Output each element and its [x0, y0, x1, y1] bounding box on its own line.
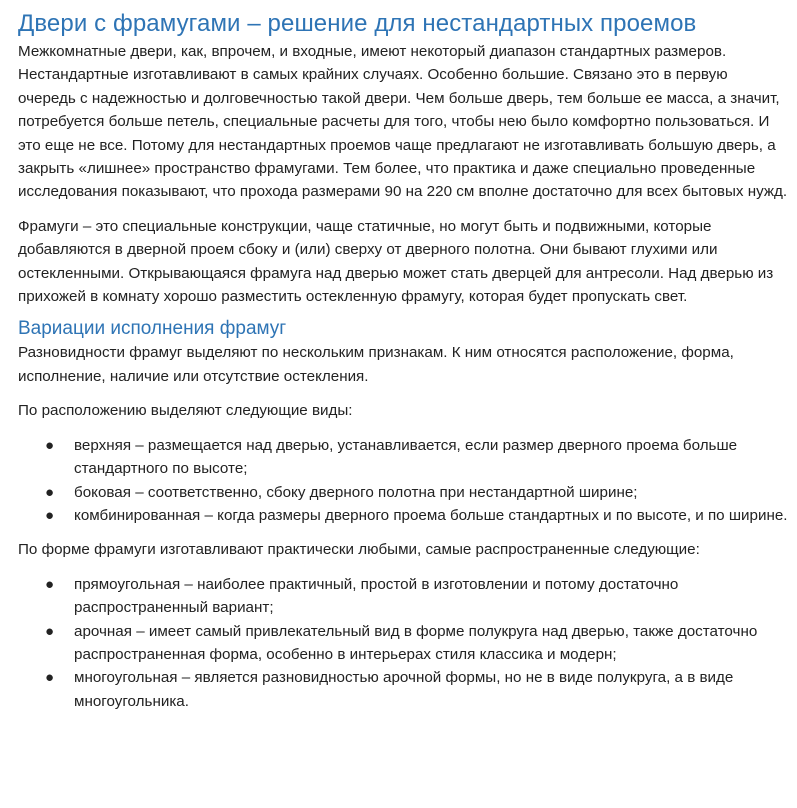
- bullet-icon: ●: [45, 669, 55, 687]
- bullet-icon: ●: [45, 575, 55, 593]
- list-item: [18, 573, 788, 620]
- location-list: [18, 434, 788, 528]
- list-item-text: комбинированная – когда размеры дверного проема больше стандартных и по высоте, и по ширине.: [74, 506, 788, 524]
- intro-paragraph-1: Межкомнатные двери, как, впрочем, и входные, имеют некоторый диапазон стандартных размеров. Нестандартные изготавливают в самых крайних случаях. Особенно большие. Связано это в первую очередь с надежностью и долговечностью такой двери. Чем больше дверь, тем больше ее масса, а значит, потребуется больше петель, специальные расчеты для того, чтобы нею было комфортно пользоваться. И это еще не все. Потому для нестандартных проемов чаще предлагают не изготавливать большую дверь, а закрыть «лишнее» пространство фрамугами. Тем более, что практика и даже специально проведенные исследования показывают, что прохода размерами 90 на 220 см вполне достаточно для всех бытовых нужд.: [18, 43, 788, 201]
- bullet-icon: ●: [45, 622, 55, 640]
- list-item-text: арочная – имеет самый привлекательный вид в форме полукруга над дверью, также достаточно распространенная форма, особенно в интерьерах стиля классика и модерн;: [74, 622, 758, 663]
- list-item: [18, 481, 788, 504]
- list-item: [18, 666, 788, 713]
- section-lead: Разновидности фрамуг выделяют по нескольким признакам. К ним относятся расположение, форма, исполнение, наличие или отсутствие остекления.: [18, 344, 734, 385]
- list-item: [18, 504, 788, 527]
- article: [18, 8, 788, 713]
- list-item-text: многоугольная – является разновидностью арочной формы, но не в виде полукруга, а в виде многоугольника.: [74, 669, 734, 710]
- bullet-icon: ●: [45, 483, 55, 501]
- list-item-text: верхняя – размещается над дверью, устанавливается, если размер дверного проема больше стандартного по высоте;: [74, 436, 738, 478]
- page-title: Двери с фрамугами – решение для нестандартных проемов: [18, 10, 697, 37]
- shape-list: [18, 573, 788, 713]
- list-item-text: прямоугольная – наиболее практичный, простой в изготовлении и потому достаточно распространенный вариант;: [74, 575, 679, 617]
- section-heading: Вариации исполнения фрамуг: [18, 318, 287, 340]
- location-intro: По расположению выделяют следующие виды:: [18, 402, 353, 420]
- bullet-icon: ●: [45, 436, 55, 454]
- list-item: [18, 434, 788, 481]
- intro-paragraph-2: Фрамуги – это специальные конструкции, чаще статичные, но могут быть и подвижными, которые добавляются в дверной проем сбоку и (или) сверху от дверного полотна. Они бывают глухими или остекленными. Открывающаяся фрамуга над дверью может стать дверцей для антресоли. Над дверью из прихожей в комнату хорошо разместить остекленную фрамугу, которая будет пропускать свет.: [18, 217, 774, 306]
- list-item: [18, 620, 788, 667]
- shape-intro: По форме фрамуги изготавливают практически любыми, самые распространенные следующие:: [18, 541, 700, 559]
- list-item-text: боковая – соответственно, сбоку дверного полотна при нестандартной ширине;: [74, 483, 638, 501]
- bullet-icon: ●: [45, 506, 55, 524]
